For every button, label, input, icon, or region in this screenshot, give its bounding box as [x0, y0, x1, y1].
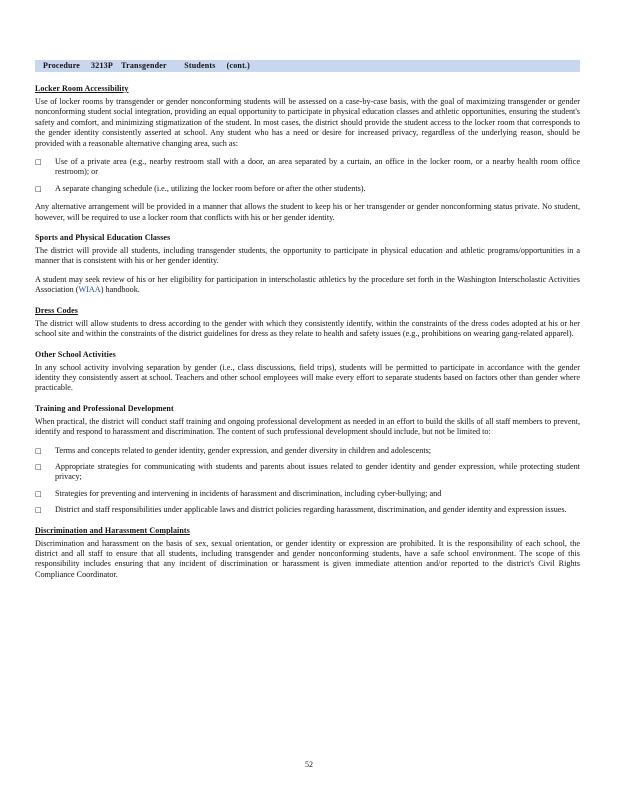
heading-discrimination: Discrimination and Harassment Complaints	[35, 525, 190, 535]
list-item-text: Use of a private area (e.g., nearby restroom stall with a door, an area separated by a curtain, an office in the locker room, or a nearby health room office restroom); or	[55, 157, 580, 177]
document-page	[35, 60, 580, 588]
procedure-header-banner	[35, 60, 580, 72]
list-item	[35, 505, 580, 515]
training-paragraph-1: When practical, the district will conduct staff training and ongoing professional development as needed in an effort to build the skills of all staff members to prevent, identify and respond to harassment and discrimination. The content of such professional development should include, but not be limited to:	[35, 416, 580, 437]
list-item	[35, 446, 580, 456]
page-number: 52	[305, 760, 313, 769]
locker-bullet-list	[35, 157, 580, 194]
bullet-icon: □	[35, 462, 42, 471]
list-item-text: Appropriate strategies for communicating with students and parents about issues related to gender identity and gender expression, while protecting student privacy;	[55, 461, 580, 482]
training-bullet-list	[35, 446, 580, 516]
list-item-text: Strategies for preventing and intervening in incidents of harassment and discrimination, including cyber-bullying; and	[55, 488, 442, 498]
wiaa-link[interactable]: WIAA	[78, 285, 101, 295]
heading-other-activities: Other School Activities	[35, 349, 116, 359]
other-paragraph-1: In any school activity involving separation by gender (i.e., class discussions, field trips), students will be permitted to participate in accordance with the gender identity they consistently assert at school. Teachers and other school employees will make every effort to separate students based on factors other than gender where practicable.	[35, 362, 580, 393]
bullet-icon: □	[35, 489, 42, 498]
heading-locker-room: Locker Room Accessibility	[35, 84, 129, 93]
list-item	[35, 157, 580, 178]
sports-paragraph-2-text-a: A student may seek review of his or her eligibility for participation in interscholastic athletics by the procedure set forth in the Washington Interscholastic Activities Association (	[35, 274, 580, 295]
bullet-icon: □	[35, 184, 42, 193]
bullet-icon: □	[35, 506, 42, 515]
bullet-icon: □	[35, 446, 42, 455]
discrimination-paragraph-1: Discrimination and harassment on the basis of sex, sexual orientation, or gender identity or expression are prohibited. It is the responsibility of each school, the district and all staff to ensure that all students, including transgender and gender nonconforming students, have a safe school environment. The scope of this responsibility includes ensuring that any incident of discrimination or harassment is given immediate attention and/or reported to the district's Civil Rights Compliance Coordinator.	[35, 538, 580, 579]
locker-paragraph-1: Use of locker rooms by transgender or gender nonconforming students will be assessed on a case-by-case basis, with the goal of maximizing transgender or gender nonconforming student social integration, providing an equal opportunity to participate in physical education classes and athletic opportunities, ensuring the student's safety and comfort, and minimizing stigmatization of the student. In most cases, the district should provide the student access to the locker room that corresponds to the gender identity consistently asserted at school. Any student who has a need or desire for increased privacy, regardless of the underlying reason, should be provided with a reasonable alternative changing area, such as:	[35, 97, 580, 148]
sports-paragraph-2	[35, 275, 580, 296]
locker-paragraph-2: Any alternative arrangement will be provided in a manner that allows the student to keep his or her transgender or gender nonconforming status private. No student, however, will be required to use a locker room that conflicts with his or her gender identity.	[35, 202, 580, 222]
bullet-icon: □	[35, 158, 42, 167]
procedure-header-text: Procedure 3213P Transgender Students (cont.)	[43, 61, 250, 70]
list-item	[35, 184, 580, 194]
list-item	[35, 489, 580, 499]
heading-sports-pe: Sports and Physical Education Classes	[35, 233, 171, 243]
heading-dress-codes: Dress Codes	[35, 305, 78, 315]
heading-training: Training and Professional Development	[35, 403, 174, 413]
list-item	[35, 462, 580, 483]
list-item-text: District and staff responsibilities under applicable laws and district policies regarding harassment, discrimination, and gender identity and expression issues.	[55, 505, 567, 515]
sports-paragraph-2-text-b: ) handbook.	[100, 285, 140, 295]
list-item-text: Terms and concepts related to gender identity, gender expression, and gender diversity in children and adolescents;	[55, 445, 432, 455]
dress-paragraph-1: The district will allow students to dress according to the gender with which they consistently identify, within the constraints of the dress codes adopted at his or her school site and within the constraints of the district guidelines for dress as they relate to health and safety issues (e.g., prohibitions on wearing gang-related apparel).	[35, 318, 580, 339]
sports-paragraph-1: The district will provide all students, including transgender students, the opportunity to participate in physical education and athletic programs/opportunities in a manner that is consistent with his or her gender identity.	[35, 246, 580, 266]
list-item-text: A separate changing schedule (i.e., utilizing the locker room before or after the other students).	[55, 183, 366, 193]
